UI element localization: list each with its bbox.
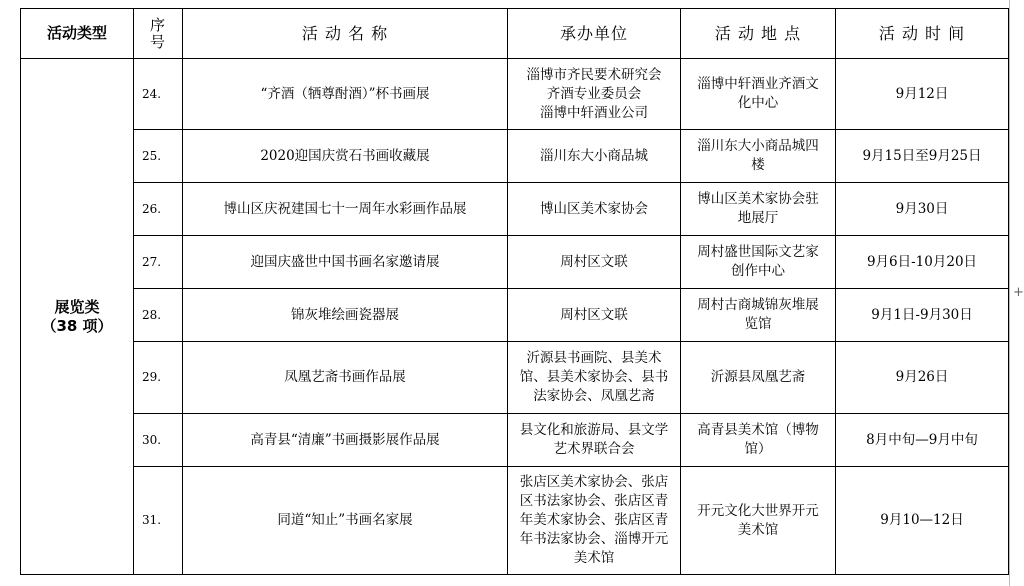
organizer-cell — [508, 59, 681, 130]
location-cell — [681, 289, 836, 342]
organizer-line: 年书法家协会、淄博开元 — [519, 531, 669, 547]
location-line: 楼 — [751, 157, 765, 173]
location-line: 化中心 — [737, 95, 779, 111]
seq-cell: 24. — [134, 59, 183, 130]
organizer-line: 淄川东大小商品城 — [540, 147, 648, 164]
organizer-line: 淄博市齐民要术研究会 — [526, 66, 662, 83]
seq-cell: 31. — [134, 467, 183, 575]
category-cell — [21, 59, 134, 575]
time-cell: 9月15日至9月25日 — [836, 130, 1009, 183]
time-cell: 9月6日-10月20日 — [836, 236, 1009, 289]
expand-handle-icon[interactable]: + — [1013, 285, 1024, 300]
location-line: 周村盛世国际文艺家 — [697, 244, 819, 260]
location-line: 地展厅 — [737, 210, 779, 226]
organizer-line: 年美术家协会、张店区青 — [519, 512, 669, 528]
table-row — [21, 289, 1009, 342]
organizer-line: 淄博中轩酒业公司 — [540, 104, 648, 121]
header-seq-line1: 序 — [149, 15, 166, 34]
organizer-line: 区书法家协会、张店区青 — [519, 493, 669, 509]
time-cell: 9月10—12日 — [836, 467, 1009, 575]
organizer-cell — [508, 183, 681, 236]
page-edge — [1009, 0, 1010, 586]
organizer-line: 博山区美术家协会 — [540, 200, 648, 217]
location-line: 创作中心 — [731, 263, 785, 279]
location-cell — [681, 130, 836, 183]
organizer-cell — [508, 414, 681, 467]
organizer-line: 齐酒专业委员会 — [546, 85, 642, 102]
time-cell: 9月12日 — [836, 59, 1009, 130]
location-cell — [681, 414, 836, 467]
seq-cell: 29. — [134, 342, 183, 414]
location-line: 博山区美术家协会驻 — [697, 191, 819, 207]
header-organizer: 承办单位 — [508, 9, 681, 59]
location-line: 览馆 — [744, 316, 772, 332]
activity-name-cell: 同道“知止”书画名家展 — [183, 467, 508, 575]
location-line: 沂源县凤凰艺斋 — [710, 369, 806, 385]
location-cell — [681, 236, 836, 289]
location-line: 周村古商城锦灰堆展 — [697, 297, 819, 313]
location-line: 淄博中轩酒业齐酒文 — [697, 76, 819, 92]
time-cell: 9月26日 — [836, 342, 1009, 414]
activity-name-cell: 凤凰艺斋书画作品展 — [183, 342, 508, 414]
activity-name-cell: 迎国庆盛世中国书画名家邀请展 — [183, 236, 508, 289]
organizer-cell — [508, 289, 681, 342]
location-line: 开元文化大世界开元 — [697, 502, 819, 519]
table-row — [21, 467, 1009, 575]
organizer-cell — [508, 236, 681, 289]
activity-table — [20, 8, 1009, 575]
activity-name-cell: 博山区庆祝建国七十一周年水彩画作品展 — [183, 183, 508, 236]
activity-name-cell: “齐酒（牺尊酎酒）”杯书画展 — [183, 59, 508, 130]
location-line: 高青县美术馆（博物 — [697, 422, 819, 438]
organizer-line: 周村区文联 — [560, 306, 628, 323]
time-cell: 9月1日-9月30日 — [836, 289, 1009, 342]
table-row — [21, 59, 1009, 130]
organizer-line: 沂源县书画院、县美术 — [526, 350, 662, 366]
location-cell — [681, 183, 836, 236]
table-row — [21, 236, 1009, 289]
location-line: 馆） — [744, 441, 772, 457]
table-row — [21, 130, 1009, 183]
activity-name-cell: 2020迎国庆赏石书画收藏展 — [183, 130, 508, 183]
location-cell — [681, 59, 836, 130]
organizer-cell — [508, 130, 681, 183]
organizer-line: 周村区文联 — [560, 253, 628, 270]
time-cell: 9月30日 — [836, 183, 1009, 236]
location-line: 美术馆 — [737, 521, 779, 538]
category-label: 展览类 — [54, 297, 100, 316]
header-seq-line2: 号 — [149, 32, 166, 51]
header-activity-type: 活动类型 — [21, 9, 134, 59]
header-time: 活 动 时 间 — [836, 9, 1009, 59]
header-activity-name: 活 动 名 称 — [183, 9, 508, 59]
seq-cell: 27. — [134, 236, 183, 289]
header-seq — [134, 9, 183, 59]
category-count: （38 项） — [41, 316, 113, 335]
activity-name-cell: 锦灰堆绘画瓷器展 — [183, 289, 508, 342]
organizer-line: 艺术界联合会 — [553, 441, 635, 457]
organizer-line: 县文化和旅游局、县文学 — [519, 422, 669, 438]
location-cell — [681, 342, 836, 414]
header-location: 活 动 地 点 — [681, 9, 836, 59]
organizer-line: 馆、县美术家协会、县书 — [519, 369, 669, 385]
header-row — [21, 9, 1009, 59]
seq-cell: 30. — [134, 414, 183, 467]
seq-cell: 25. — [134, 130, 183, 183]
table-row — [21, 342, 1009, 414]
location-line: 淄川东大小商品城四 — [697, 138, 819, 154]
organizer-cell — [508, 342, 681, 414]
organizer-line: 法家协会、凤凰艺斋 — [533, 388, 655, 404]
seq-cell: 28. — [134, 289, 183, 342]
organizer-cell — [508, 467, 681, 575]
time-cell: 8月中旬—9月中旬 — [836, 414, 1009, 467]
organizer-line: 美术馆 — [573, 550, 615, 566]
organizer-line: 张店区美术家协会、张店 — [519, 474, 669, 490]
table-row — [21, 183, 1009, 236]
seq-cell: 26. — [134, 183, 183, 236]
location-cell — [681, 467, 836, 575]
table-row — [21, 414, 1009, 467]
activity-name-cell: 高青县“清廉”书画摄影展作品展 — [183, 414, 508, 467]
